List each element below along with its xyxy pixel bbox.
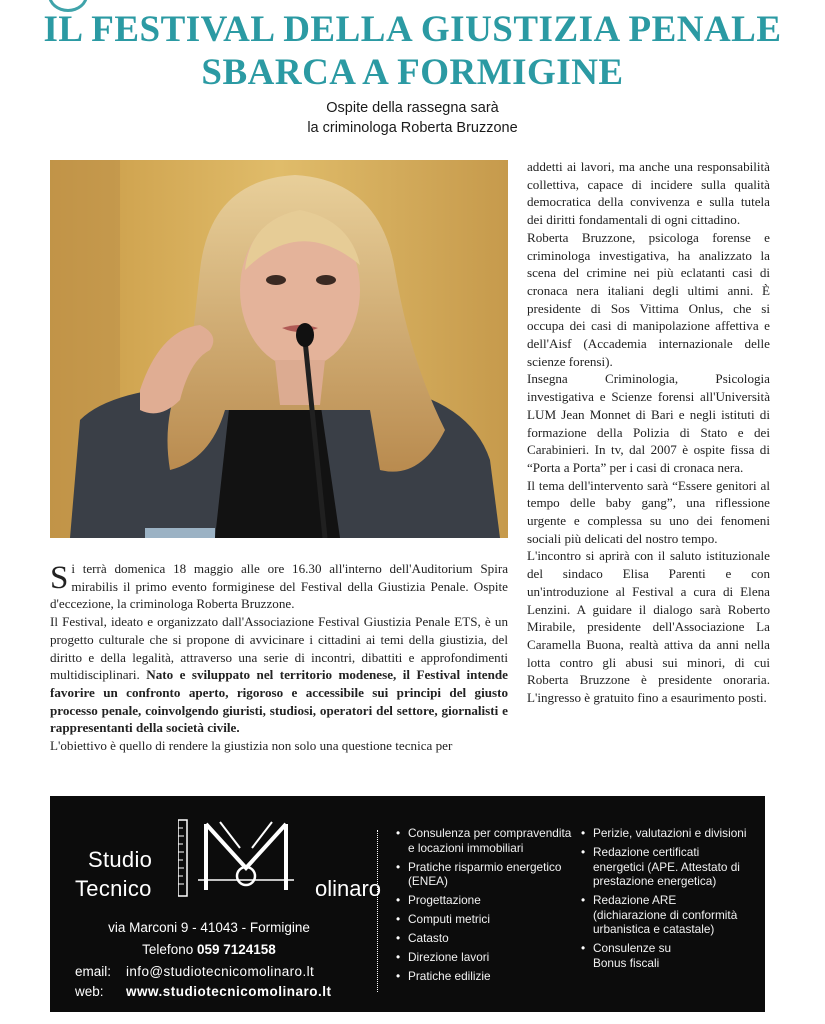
- article-paragraph: Insegna Criminologia, Psicologia investigativa e Scienze forensi all'Università LUM Jean Monnet di Bari e negli istituti di formazione della Polizia di Stato e dei Carabinieri. In tv, dal 2007 è ospite fissa di “Porta a Porta” per i casi di cronaca nera.: [527, 371, 770, 475]
- article-paragraph: addetti ai lavori, ma anche una responsabilità collettiva, capace di incidere sulla qualità democratica della convivenza e sulla tutela dei diritti fondamentali di ogni cittadino.: [527, 159, 770, 228]
- article-text: i terrà domenica 18 maggio alle ore 16.30 all'interno dell'Auditorium Spira mirabilis il primo evento formiginese del Festival della Giustizia Penale. Ospite d'eccezione, la criminologa Roberta Bruzzone.: [50, 561, 508, 612]
- service-item: • Computi metrici: [396, 912, 581, 927]
- email-label: email:: [75, 964, 112, 979]
- service-item: • Progettazione: [396, 893, 581, 908]
- services-list-2: [581, 826, 761, 975]
- phone-label: Telefono: [142, 942, 197, 957]
- service-item: • Pratiche risparmio energetico (ENEA): [396, 860, 581, 889]
- service-item: • Consulenza per compravendita e locazioni immobiliari: [396, 826, 581, 855]
- article-text: Il Festival, ideato e organizzato dall'Associazione Festival Giustizia Penale ETS, è un progetto culturale che si propone di avvicinare i cittadini ai temi della giustizia, del diritto e della legalità, attraverso una serie di incontri, dibattiti e approfondimenti multidisciplinari.: [50, 614, 508, 683]
- services-list-1: [396, 826, 581, 988]
- article-paragraph: L'incontro si aprirà con il saluto istituzionale del sindaco Elisa Parenti e con un'introduzione al Festival a cura di Elena Lenzini. A guidare il dialogo sarà Roberto Mirabile, presidente dell'Associazione La Caramella Buona, realtà attiva da anni nella lotta contro gli abusi sui minori, di cui Roberta Bruzzone è presidente onoraria. L'ingresso è gratuito fino a esaurimento posti.: [527, 548, 770, 706]
- headline: [0, 8, 825, 94]
- email-address: info@studiotecnicomolinaro.lt: [126, 964, 315, 979]
- article-paragraph: [50, 613, 508, 737]
- article-paragraph: L'obiettivo è quello di rendere la giustizia non solo una questione tecnica per: [50, 738, 453, 754]
- logo-word-molinaro: olinaro: [315, 876, 382, 901]
- article-column-right: [527, 158, 770, 707]
- drop-cap: S: [50, 560, 69, 596]
- service-item: • Catasto: [396, 931, 581, 946]
- subhead-line-2: la criminologa Roberta Bruzzone: [307, 120, 518, 136]
- subhead-line-1: Ospite della rassegna sarà: [326, 100, 499, 116]
- service-item: • Perizie, valutazioni e divisioni: [581, 826, 761, 841]
- web-label: web:: [75, 984, 104, 999]
- website-url: www.studiotecnicomolinaro.lt: [126, 984, 332, 999]
- article-column-left: [50, 560, 508, 755]
- subheadline: [0, 98, 825, 138]
- service-item: • Direzione lavori: [396, 950, 581, 965]
- service-item: • Redazione ARE (dichiarazione di conformità urbanistica e catastale): [581, 893, 761, 937]
- article-bold-text: Nato e sviluppato nel territorio modenese, il Festival intende favorire un confronto aperto, rigoroso e accessibile sui principi del giusto processo penale, coinvolgendo giuristi, studiosi, operatori del settore, giornalisti e rappresentanti della società civile.: [50, 667, 508, 736]
- logo-word-studio: Studio: [88, 847, 153, 872]
- article-paragraph: Roberta Bruzzone, psicologa forense e criminologa investigativa, ha analizzato la scena del crimine nei più eclatanti casi di cronaca nera italiani degli ultimi anni. È presidente di Sos Vittima Onlus, che si occupa dei casi di manipolazione affettiva e dell'Aisf (Accademia internazionale delle scienze forensi).: [527, 229, 770, 369]
- phone-number: 059 7124158: [196, 942, 276, 957]
- article-paragraph: Il tema dell'intervento sarà “Essere genitori al tempo delle baby gang”, una riflessione urgente e complessa su uno dei fenomeni sociali più delicati del nostro tempo.: [527, 477, 770, 546]
- speaker-photo: [50, 160, 508, 538]
- service-item: • Pratiche edilizie: [396, 969, 581, 984]
- logo-word-tecnico: Tecnico: [75, 876, 152, 901]
- headline-line-1: IL FESTIVAL DELLA GIUSTIZIA PENALE: [43, 9, 782, 50]
- service-item: • Redazione certificati energetici (APE. Attestato di prestazione energetica): [581, 845, 761, 889]
- divider: [377, 830, 378, 992]
- headline-line-2: SBARCA A FORMIGINE: [201, 52, 624, 93]
- service-item: • Consulenze su Bonus fiscali: [581, 941, 761, 970]
- studio-logo-icon: [178, 818, 318, 900]
- address: via Marconi 9 - 41043 - Formigine: [108, 920, 310, 935]
- article-paragraph: [50, 560, 508, 613]
- phone: [50, 942, 368, 957]
- advertisement: [50, 796, 765, 1012]
